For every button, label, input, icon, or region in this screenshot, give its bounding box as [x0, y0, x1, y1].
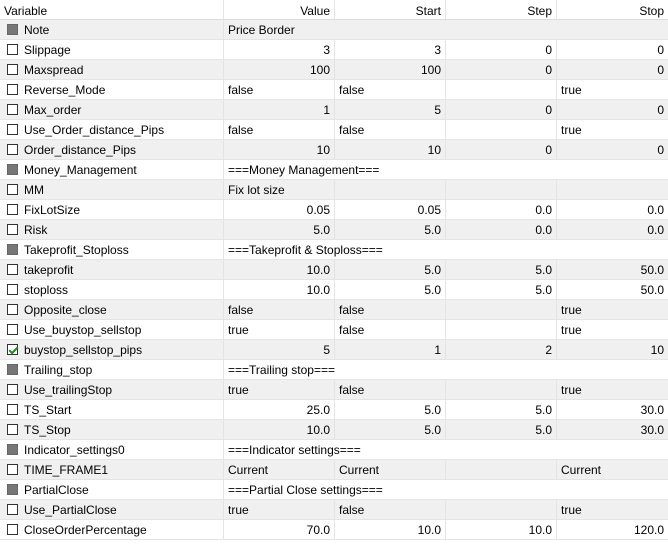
column-header-stop[interactable]: Stop [557, 0, 668, 20]
variable-name: Indicator_settings0 [24, 443, 125, 457]
section-label: ===Indicator settings=== [224, 440, 668, 460]
variable-name: TS_Start [24, 403, 72, 417]
variable-name: Trailing_stop [24, 363, 93, 377]
stop-cell[interactable]: 50.0 [557, 280, 668, 300]
stop-cell[interactable]: 120.0 [557, 520, 668, 540]
variable-name: TS_Stop [24, 423, 71, 437]
variable-cell[interactable] [0, 40, 224, 60]
value-cell[interactable]: 10.0 [224, 420, 335, 440]
variable-name: Reverse_Mode [24, 83, 106, 97]
start-cell[interactable]: false [335, 500, 446, 520]
step-cell[interactable]: 10.0 [446, 520, 557, 540]
table-row[interactable] [0, 120, 668, 140]
start-cell[interactable] [335, 180, 446, 200]
variable-cell[interactable] [0, 360, 224, 380]
section-label: ===Takeprofit & Stoploss=== [224, 240, 668, 260]
step-cell[interactable] [446, 380, 557, 400]
table-row[interactable] [0, 360, 668, 380]
variable-cell[interactable] [0, 380, 224, 400]
variable-name: Use_Order_distance_Pips [24, 123, 165, 137]
optimize-checkbox[interactable] [7, 44, 18, 55]
table-row[interactable] [0, 480, 668, 500]
stop-cell[interactable]: true [557, 80, 668, 100]
table-row[interactable] [0, 520, 668, 540]
variable-name: Use_trailingStop [24, 383, 113, 397]
variable-name: Risk [24, 223, 48, 237]
start-cell[interactable]: false [335, 120, 446, 140]
step-cell[interactable]: 5.0 [446, 400, 557, 420]
variable-cell[interactable] [0, 460, 224, 480]
start-cell[interactable]: 5 [335, 100, 446, 120]
variable-cell[interactable] [0, 20, 224, 40]
variable-name: Max_order [24, 103, 82, 117]
variable-cell[interactable] [0, 300, 224, 320]
optimize-checkbox[interactable] [7, 424, 18, 435]
value-cell[interactable]: 1 [224, 100, 335, 120]
step-cell[interactable] [446, 80, 557, 100]
variable-cell[interactable] [0, 220, 224, 240]
step-cell[interactable] [446, 120, 557, 140]
variable-cell[interactable] [0, 520, 224, 540]
variable-cell[interactable] [0, 400, 224, 420]
start-cell[interactable]: 5.0 [335, 400, 446, 420]
optimize-checkbox[interactable] [7, 324, 18, 335]
variable-cell[interactable] [0, 80, 224, 100]
optimize-checkbox[interactable] [7, 524, 18, 535]
optimize-checkbox[interactable] [7, 104, 18, 115]
start-cell[interactable]: 3 [335, 40, 446, 60]
value-cell[interactable]: 10.0 [224, 280, 335, 300]
stop-cell[interactable]: 30.0 [557, 420, 668, 440]
optimize-checkbox[interactable] [7, 384, 18, 395]
start-cell[interactable]: false [335, 300, 446, 320]
optimize-checkbox[interactable] [7, 184, 18, 195]
value-cell[interactable]: 5 [224, 340, 335, 360]
step-cell[interactable]: 0 [446, 100, 557, 120]
variable-cell[interactable] [0, 140, 224, 160]
section-label: ===Partial Close settings=== [224, 480, 668, 500]
start-cell[interactable]: 10 [335, 140, 446, 160]
value-cell[interactable]: 0.05 [224, 200, 335, 220]
variable-cell[interactable] [0, 480, 224, 500]
step-cell[interactable]: 0 [446, 60, 557, 80]
variable-cell[interactable] [0, 160, 224, 180]
stop-cell[interactable]: 0 [557, 140, 668, 160]
variable-cell[interactable] [0, 340, 224, 360]
section-label: ===Trailing stop=== [224, 360, 668, 380]
optimize-checkbox[interactable] [7, 224, 18, 235]
start-cell[interactable]: 5.0 [335, 220, 446, 240]
optimize-checkbox[interactable] [7, 64, 18, 75]
variable-name: stoploss [24, 283, 69, 297]
step-cell[interactable] [446, 180, 557, 200]
optimize-checkbox[interactable] [7, 144, 18, 155]
step-cell[interactable]: 0.0 [446, 220, 557, 240]
variable-cell[interactable] [0, 60, 224, 80]
value-cell[interactable]: Fix lot size [224, 180, 335, 200]
start-cell[interactable]: false [335, 320, 446, 340]
step-cell[interactable]: 0 [446, 40, 557, 60]
start-cell[interactable]: 5.0 [335, 260, 446, 280]
variable-name: Takeprofit_Stoploss [24, 243, 129, 257]
section-checkbox[interactable] [7, 484, 18, 495]
stop-cell[interactable]: true [557, 500, 668, 520]
table-row[interactable] [0, 300, 668, 320]
table-row[interactable] [0, 340, 668, 360]
stop-cell[interactable]: Current [557, 460, 668, 480]
table-row[interactable] [0, 240, 668, 260]
optimize-checkbox[interactable] [7, 464, 18, 475]
value-cell[interactable]: true [224, 380, 335, 400]
table-row[interactable] [0, 60, 668, 80]
column-header-step[interactable]: Step [446, 0, 557, 20]
start-cell[interactable]: 0.05 [335, 200, 446, 220]
table-row[interactable] [0, 460, 668, 480]
table-row[interactable] [0, 220, 668, 240]
value-cell[interactable]: 10.0 [224, 260, 335, 280]
variable-name: CloseOrderPercentage [24, 523, 147, 537]
variable-cell[interactable] [0, 320, 224, 340]
optimize-checkbox[interactable] [7, 264, 18, 275]
variable-name: PartialClose [24, 483, 89, 497]
variable-name: Slippage [24, 43, 71, 57]
variable-name: FixLotSize [24, 203, 81, 217]
stop-cell[interactable]: 10 [557, 340, 668, 360]
value-cell[interactable]: 5.0 [224, 220, 335, 240]
table-row[interactable] [0, 100, 668, 120]
section-checkbox[interactable] [7, 24, 18, 35]
variable-name: TIME_FRAME1 [24, 463, 109, 477]
value-cell[interactable]: false [224, 300, 335, 320]
table-row[interactable] [0, 200, 668, 220]
column-header-value[interactable]: Value [224, 0, 335, 20]
optimize-checkbox[interactable] [7, 344, 18, 355]
variable-cell[interactable] [0, 100, 224, 120]
section-label: Price Border [224, 20, 668, 40]
variable-cell[interactable] [0, 260, 224, 280]
table-row[interactable] [0, 380, 668, 400]
table-row[interactable] [0, 20, 668, 40]
start-cell[interactable]: 10.0 [335, 520, 446, 540]
variable-cell[interactable] [0, 240, 224, 260]
value-cell[interactable]: 3 [224, 40, 335, 60]
stop-cell[interactable]: true [557, 320, 668, 340]
value-cell[interactable]: 10 [224, 140, 335, 160]
table-row[interactable] [0, 320, 668, 340]
table-row[interactable] [0, 140, 668, 160]
stop-cell[interactable]: true [557, 380, 668, 400]
variable-cell[interactable] [0, 120, 224, 140]
section-checkbox[interactable] [7, 364, 18, 375]
value-cell[interactable]: true [224, 500, 335, 520]
value-cell[interactable]: Current [224, 460, 335, 480]
step-cell[interactable]: 5.0 [446, 280, 557, 300]
stop-cell[interactable]: 0 [557, 100, 668, 120]
value-cell[interactable]: true [224, 320, 335, 340]
start-cell[interactable]: false [335, 80, 446, 100]
table-body [0, 20, 668, 540]
stop-cell[interactable]: 0.0 [557, 220, 668, 240]
step-cell[interactable] [446, 460, 557, 480]
optimize-checkbox[interactable] [7, 404, 18, 415]
table-row[interactable] [0, 80, 668, 100]
variable-name: Order_distance_Pips [24, 143, 137, 157]
section-checkbox[interactable] [7, 444, 18, 455]
step-cell[interactable]: 0.0 [446, 200, 557, 220]
stop-cell[interactable]: true [557, 300, 668, 320]
start-cell[interactable]: 100 [335, 60, 446, 80]
start-cell[interactable]: 1 [335, 340, 446, 360]
optimize-checkbox[interactable] [7, 204, 18, 215]
table-row[interactable] [0, 440, 668, 460]
start-cell[interactable]: false [335, 380, 446, 400]
section-label: ===Money Management=== [224, 160, 668, 180]
table-row[interactable] [0, 280, 668, 300]
value-cell[interactable]: false [224, 80, 335, 100]
variable-cell[interactable] [0, 500, 224, 520]
column-header-start[interactable]: Start [335, 0, 446, 20]
step-cell[interactable] [446, 300, 557, 320]
table-row[interactable] [0, 180, 668, 200]
variable-name: Use_PartialClose [24, 503, 117, 517]
section-checkbox[interactable] [7, 164, 18, 175]
optimize-checkbox[interactable] [7, 304, 18, 315]
step-cell[interactable]: 0 [446, 140, 557, 160]
table-row[interactable] [0, 260, 668, 280]
variable-name: Opposite_close [24, 303, 107, 317]
step-cell[interactable]: 2 [446, 340, 557, 360]
step-cell[interactable] [446, 500, 557, 520]
variable-name: MM [24, 183, 44, 197]
start-cell[interactable]: 5.0 [335, 280, 446, 300]
table-row[interactable] [0, 500, 668, 520]
table-row[interactable] [0, 40, 668, 60]
optimize-checkbox[interactable] [7, 284, 18, 295]
optimize-checkbox[interactable] [7, 84, 18, 95]
table-row[interactable] [0, 400, 668, 420]
value-cell[interactable]: 25.0 [224, 400, 335, 420]
stop-cell[interactable]: 0 [557, 60, 668, 80]
variable-name: Money_Management [24, 163, 137, 177]
section-checkbox[interactable] [7, 244, 18, 255]
stop-cell[interactable]: 0.0 [557, 200, 668, 220]
variable-cell[interactable] [0, 280, 224, 300]
variable-cell[interactable] [0, 180, 224, 200]
stop-cell[interactable]: true [557, 120, 668, 140]
start-cell[interactable]: Current [335, 460, 446, 480]
value-cell[interactable]: false [224, 120, 335, 140]
start-cell[interactable]: 5.0 [335, 420, 446, 440]
variable-name: buystop_sellstop_pips [24, 343, 143, 357]
value-cell[interactable]: 70.0 [224, 520, 335, 540]
column-header-variable[interactable]: Variable [0, 0, 224, 20]
variable-name: Use_buystop_sellstop [24, 323, 142, 337]
variable-cell[interactable] [0, 420, 224, 440]
stop-cell[interactable] [557, 180, 668, 200]
variable-cell[interactable] [0, 200, 224, 220]
step-cell[interactable] [446, 320, 557, 340]
stop-cell[interactable]: 0 [557, 40, 668, 60]
variable-name: Note [24, 23, 50, 37]
table-row[interactable] [0, 160, 668, 180]
variable-name: takeprofit [24, 263, 74, 277]
stop-cell[interactable]: 50.0 [557, 260, 668, 280]
optimize-checkbox[interactable] [7, 124, 18, 135]
variable-name: Maxspread [24, 63, 84, 77]
table-row[interactable] [0, 420, 668, 440]
step-cell[interactable]: 5.0 [446, 260, 557, 280]
optimize-checkbox[interactable] [7, 504, 18, 515]
step-cell[interactable]: 5.0 [446, 420, 557, 440]
value-cell[interactable]: 100 [224, 60, 335, 80]
variable-cell[interactable] [0, 440, 224, 460]
table-header [0, 0, 668, 20]
stop-cell[interactable]: 30.0 [557, 400, 668, 420]
